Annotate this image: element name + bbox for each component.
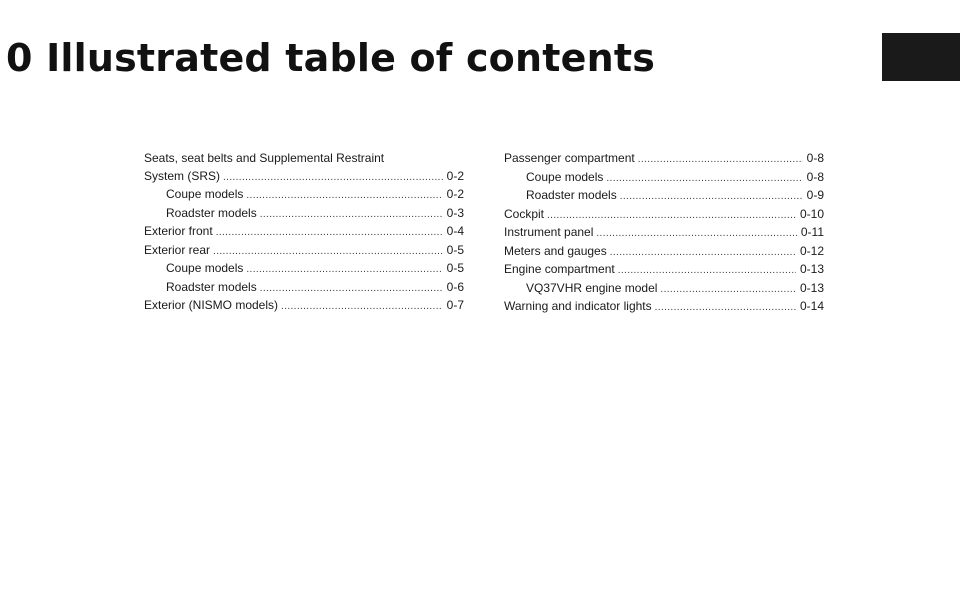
toc-entry-text: Coupe models <box>526 169 604 184</box>
toc-entry-text: Coupe models <box>166 261 244 275</box>
toc-page-number: 0-8 <box>806 151 824 165</box>
toc-entry-coupe-models[interactable] <box>504 169 824 188</box>
toc-page-number: 0-5 <box>446 261 464 275</box>
toc-page-number: 0-2 <box>446 187 464 201</box>
dot-leader <box>246 187 442 205</box>
toc-page-number: 0-6 <box>446 279 464 294</box>
dot-leader <box>620 188 803 206</box>
dot-leader <box>547 207 796 225</box>
toc-page-number: 0-14 <box>799 299 824 313</box>
toc-entry-text: Meters and gauges <box>504 243 607 258</box>
toc-entry-roadster-models[interactable] <box>504 187 824 206</box>
toc-entry-text: VQ37VHR engine model <box>526 280 658 295</box>
page-title: 0 Illustrated table of contents <box>6 36 656 80</box>
dot-leader <box>246 261 442 279</box>
toc-entry-text: Instrument panel <box>504 225 594 239</box>
toc-page-number: 0-10 <box>799 206 824 221</box>
dot-leader <box>660 281 796 299</box>
toc-page-number: 0-3 <box>446 205 464 220</box>
toc-entry-text: Warning and indicator lights <box>504 299 652 313</box>
toc-entry-exterior-front[interactable] <box>144 223 464 242</box>
toc-entry-text: Roadster models <box>526 188 617 202</box>
toc-column-right <box>504 150 824 317</box>
toc-page-number: 0-5 <box>446 242 464 257</box>
toc-entry-roadster-models[interactable] <box>144 205 464 224</box>
toc-entry-coupe-models[interactable] <box>144 260 464 279</box>
toc-entry-cockpit[interactable] <box>504 206 824 225</box>
toc-entry-text: Exterior rear <box>144 242 211 257</box>
toc-entry-text: Exterior (NISMO models) <box>144 298 279 312</box>
toc-page-number: 0-13 <box>799 262 824 276</box>
toc-entry-meters-gauges[interactable] <box>504 243 824 262</box>
toc-entry-exterior-nismo[interactable] <box>144 297 464 316</box>
toc-page-number: 0-9 <box>806 188 824 202</box>
toc-entry-exterior-rear[interactable] <box>144 242 464 261</box>
dot-leader <box>618 262 796 280</box>
dot-leader <box>281 298 443 316</box>
toc-entry-text: Exterior front <box>144 224 213 238</box>
toc-entry-text: Roadster models <box>166 279 257 294</box>
dot-leader <box>606 170 802 188</box>
toc-entry-text: System (SRS) <box>144 168 221 183</box>
toc-entry-passenger-compartment[interactable] <box>504 150 824 169</box>
dot-leader <box>213 243 443 261</box>
toc-entry-warning-indicator-lights[interactable] <box>504 298 824 317</box>
toc-column-left <box>144 150 464 316</box>
dot-leader <box>216 224 443 242</box>
toc-entry-text-line1: Seats, seat belts and Supplemental Restraint <box>144 151 385 165</box>
toc-page-number: 0-2 <box>446 168 464 183</box>
toc-page-number: 0-7 <box>446 298 464 312</box>
dot-leader <box>260 280 443 298</box>
dot-leader <box>655 299 796 317</box>
dot-leader <box>610 244 796 262</box>
toc-page-number: 0-4 <box>446 224 464 238</box>
toc-entry-text: Coupe models <box>166 187 244 201</box>
toc-page-number: 0-12 <box>799 243 824 258</box>
toc-entry-coupe-models[interactable] <box>144 186 464 205</box>
toc-entry-text: Roadster models <box>166 205 257 220</box>
dot-leader <box>638 151 803 169</box>
toc-entry-instrument-panel[interactable] <box>504 224 824 243</box>
dot-leader <box>260 206 443 224</box>
toc-page-number: 0-11 <box>800 225 824 239</box>
dot-leader <box>596 225 796 243</box>
toc-entry-vq37vhr-engine[interactable] <box>504 280 824 299</box>
toc-entry-text: Passenger compartment <box>504 151 635 165</box>
chapter-tab <box>882 33 960 81</box>
toc-entry-roadster-models[interactable] <box>144 279 464 298</box>
toc-entry-engine-compartment[interactable] <box>504 261 824 280</box>
toc-entry-text: Cockpit <box>504 206 545 221</box>
toc-entry-text: Engine compartment <box>504 262 615 276</box>
dot-leader <box>223 169 443 187</box>
toc-page-number: 0-8 <box>806 169 824 184</box>
toc-page-number: 0-13 <box>799 280 824 295</box>
toc-entry-seats-srs[interactable] <box>144 150 464 186</box>
